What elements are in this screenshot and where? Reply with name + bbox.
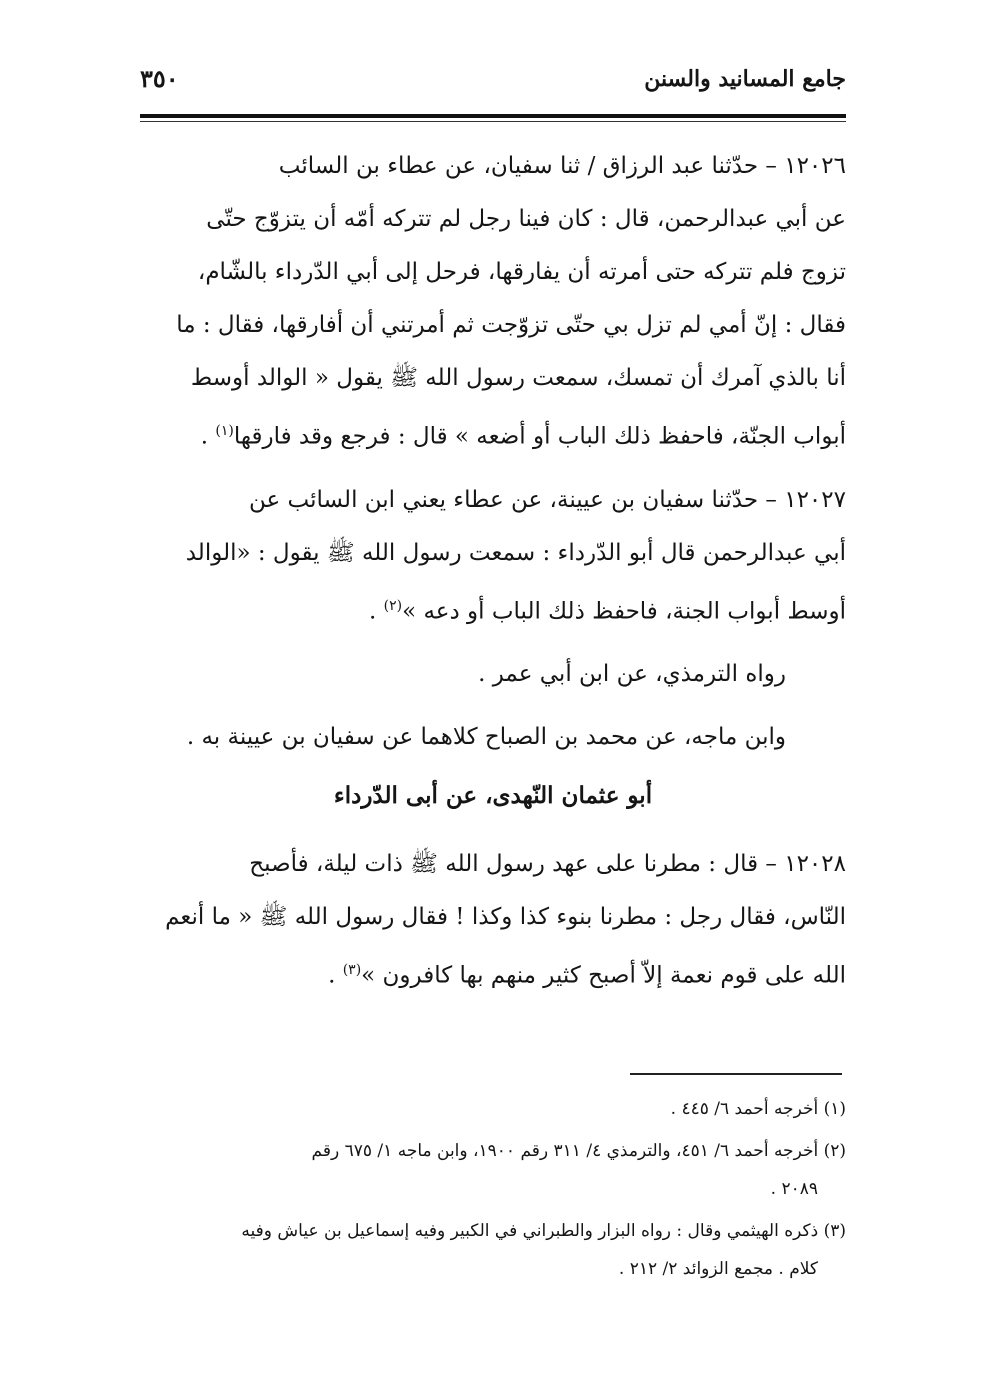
- hadith-12028: [140, 838, 846, 1003]
- text-line: أبي عبدالرحمن قال أبو الدّرداء : سمعت رسول الله ﷺ يقول : «الوالد: [185, 539, 846, 566]
- book-title: جامع المسانيد والسنن: [644, 66, 846, 92]
- text-line: ١٢٠٢٨ – قال : مطرنا على عهد رسول الله ﷺ ذات ليلة، فأصبح: [249, 851, 846, 877]
- period: .: [200, 423, 216, 450]
- hadith-12027: [140, 474, 846, 639]
- text-line: النّاس، فقال رجل : مطرنا بنوء كذا وكذا ! فقال رسول الله ﷺ « ما أنعم: [165, 904, 846, 930]
- footnote-separator: [630, 1073, 842, 1075]
- footnote-2: [140, 1132, 846, 1208]
- footnotes: [140, 1090, 846, 1292]
- spacer: [140, 464, 846, 474]
- footnote-ref-3[interactable]: (٣): [342, 962, 362, 978]
- period: .: [368, 598, 384, 625]
- text-line-content: أبواب الجنّة، فاحفظ ذلك الباب أو أضعه » قال : فرجع وقد فارقها: [233, 423, 846, 450]
- footnote-line: ٢٠٨٩ .: [770, 1179, 818, 1199]
- footnote-line: (٢) أخرجه أحمد ٦/ ٤٥١، والترمذي ٤/ ٣١١ رقم ١٩٠٠، وابن ماجه ١/ ٦٧٥ رقم: [311, 1141, 846, 1161]
- text-line: [140, 405, 846, 464]
- footnote-line: (٣) ذكره الهيثمي وقال : رواه البزار والطبراني في الكبير وفيه إسماعيل بن عياش وفيه: [241, 1221, 846, 1241]
- footnote-3: [140, 1212, 846, 1288]
- period: .: [328, 962, 343, 989]
- narration-ibn-majah: وابن ماجه، عن محمد بن الصباح كلاهما عن سفيان بن عيينة به .: [186, 724, 786, 751]
- header-rule-thin: [140, 121, 846, 122]
- main-text-2: [140, 838, 846, 1003]
- text-line-content: أوسط أبواب الجنة، فاحفظ ذلك الباب أو دعه »: [402, 598, 846, 625]
- text-line: ١٢٠٢٧ – حدّثنا سفيان بن عيينة، عن عطاء يعني ابن السائب عن: [249, 486, 846, 513]
- narration-tirmidhi: رواه الترمذي، عن ابن أبي عمر .: [478, 661, 786, 688]
- text-line: [140, 580, 846, 639]
- header-rule: [140, 114, 846, 118]
- text-line-content: الله على قوم نعمة إلاّ أصبح كثير منهم بها كافرون »: [361, 962, 846, 989]
- footnote-ref-1[interactable]: (١): [215, 423, 234, 439]
- section-heading: أبو عثمان النّهدى، عن أبى الدّرداء: [333, 782, 653, 809]
- text-line: عن أبي عبدالرحمن، قال : كان فينا رجل لم تتركه أمّه أن يتزوّج حتّى: [206, 206, 846, 232]
- footnote-line: (١) أخرجه أحمد ٦/ ٤٤٥ .: [670, 1099, 846, 1119]
- main-text: [140, 140, 846, 764]
- spacer: [140, 701, 846, 711]
- footnote-1: [140, 1090, 846, 1128]
- text-line: [140, 944, 846, 1003]
- running-header: [140, 62, 846, 102]
- text-line: ١٢٠٢٦ – حدّثنا عبد الرزاق / ثنا سفيان، عن عطاء بن السائب: [278, 153, 846, 179]
- footnote-line: كلام . مجمع الزوائد ٢/ ٢١٢ .: [618, 1259, 818, 1279]
- text-line: تزوج فلم تتركه حتى أمرته أن يفارقها، فرحل إلى أبي الدّرداء بالشّام،: [197, 259, 846, 285]
- footnote-ref-2[interactable]: (٢): [383, 597, 403, 614]
- hadith-12026: [140, 140, 846, 464]
- text-line: فقال : إنّ أمي لم تزل بي حتّى تزوّجت ثم أمرتني أن أفارقها، فقال : ما: [176, 312, 846, 338]
- page-number: ٣٥٠: [140, 64, 179, 93]
- text-line: أنا بالذي آمرك أن تمسك، سمعت رسول الله ﷺ يقول « الوالد أوسط: [190, 365, 846, 391]
- spacer: [140, 638, 846, 648]
